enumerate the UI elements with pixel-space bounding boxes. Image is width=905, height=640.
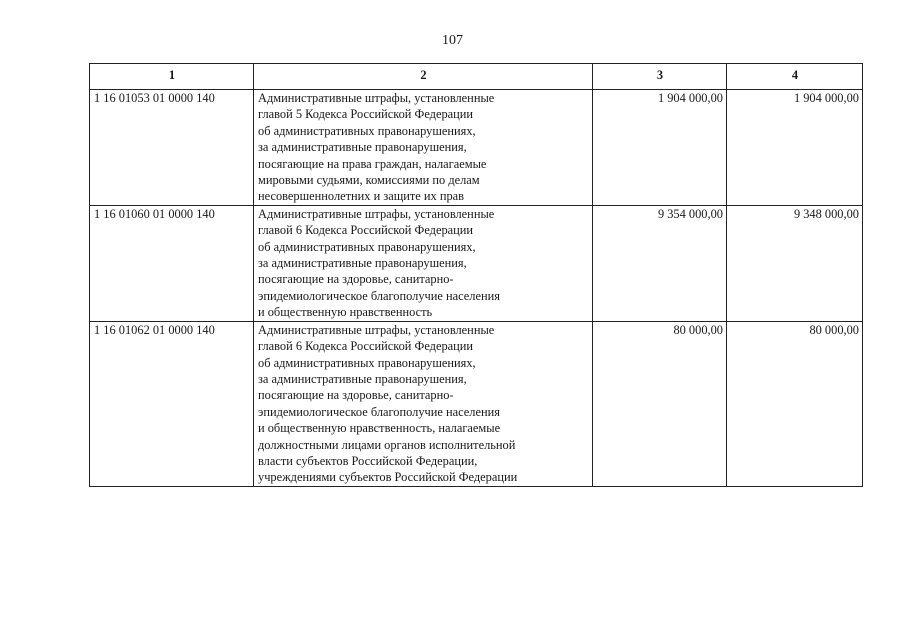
description-line: и общественную нравственность, налагаемые [258,421,501,436]
page-number: 107 [442,33,463,48]
description-line: главой 5 Кодекса Российской Федерации [258,107,474,122]
description-line: главой 6 Кодекса Российской Федерации [258,339,474,354]
description-line: за административные правонарушения, [258,371,467,386]
amount-col3-cell: 1 904 000,00 [593,90,727,206]
description-line: Административные штрафы, установленные [258,322,495,337]
amount-col3-cell: 80 000,00 [593,321,727,486]
column-header-4: 4 [727,64,863,90]
column-header-2: 2 [254,64,593,90]
description-line: посягающие на здоровье, санитарно- [258,388,454,403]
description-cell [254,321,593,486]
description-line: об административных правонарушениях, [258,123,476,138]
description-line: главой 6 Кодекса Российской Федерации [258,223,474,238]
table-header-row [90,64,863,90]
amount-col3-cell: 9 354 000,00 [593,205,727,321]
budget-table [89,63,863,487]
description-line: должностными лицами органов исполнительной [258,437,516,452]
column-header-1: 1 [90,64,254,90]
description-cell [254,205,593,321]
table-row [90,90,863,206]
description-line: несовершеннолетних и защите их прав [258,189,465,204]
amount-col4-cell: 80 000,00 [727,321,863,486]
description-line: за административные правонарушения, [258,256,467,271]
table-row [90,205,863,321]
income-code-cell: 1 16 01060 01 0000 140 [90,205,254,321]
description-line: и общественную нравственность [258,305,433,320]
description-line: посягающие на права граждан, налагаемые [258,156,487,171]
description-line: за административные правонарушения, [258,140,467,155]
description-line: эпидемиологическое благополучие населения [258,404,500,419]
description-line: учреждениями субъектов Российской Федерации [258,470,518,485]
amount-col4-cell: 9 348 000,00 [727,205,863,321]
column-header-3: 3 [593,64,727,90]
description-line: власти субъектов Российской Федерации, [258,453,478,468]
description-cell [254,90,593,206]
description-line: об административных правонарушениях, [258,239,476,254]
table-body [90,90,863,487]
amount-col4-cell: 1 904 000,00 [727,90,863,206]
income-code-cell: 1 16 01053 01 0000 140 [90,90,254,206]
description-line: посягающие на здоровье, санитарно- [258,272,454,287]
description-line: мировыми судьями, комиссиями по делам [258,173,480,188]
table-row [90,321,863,486]
income-code-cell: 1 16 01062 01 0000 140 [90,321,254,486]
description-line: об административных правонарушениях, [258,355,476,370]
description-line: эпидемиологическое благополучие населения [258,288,500,303]
description-line: Административные штрафы, установленные [258,91,495,105]
description-line: Административные штрафы, установленные [258,206,495,221]
